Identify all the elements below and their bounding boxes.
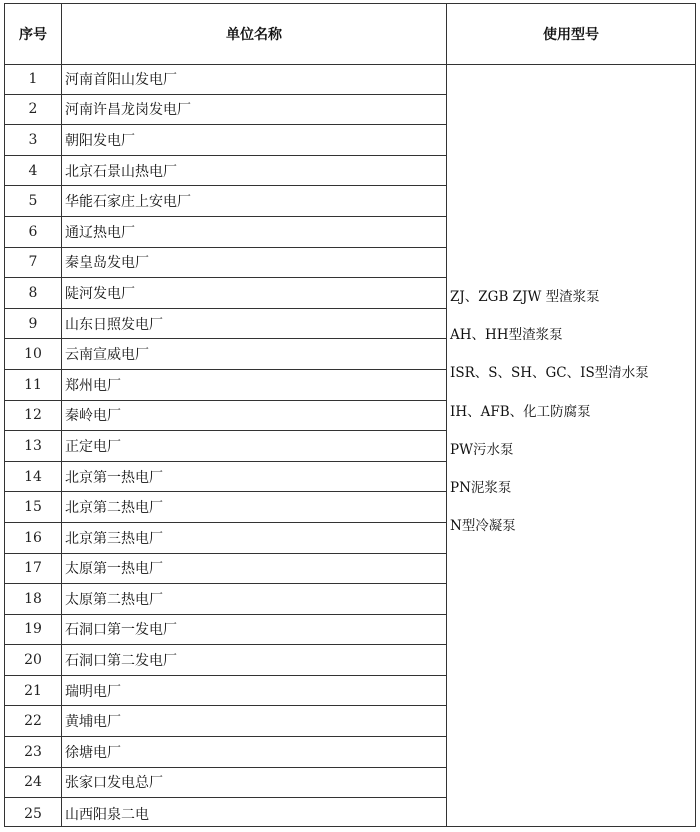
row-unit-name: 北京第三热电厂 xyxy=(65,530,163,547)
table-row xyxy=(5,125,447,156)
row-unit-name: 河南许昌龙岗发电厂 xyxy=(65,102,191,119)
row-index: 17 xyxy=(24,560,42,577)
table-row xyxy=(5,462,447,493)
model-item: PN泥浆泵 xyxy=(450,480,512,497)
table-row xyxy=(5,64,447,95)
table-row xyxy=(5,492,447,523)
row-unit-name: 瑞明电厂 xyxy=(65,683,121,700)
table-row xyxy=(5,156,447,187)
row-unit-name: 山东日照发电厂 xyxy=(65,316,163,333)
row-index: 10 xyxy=(24,346,42,363)
row-unit-name: 北京第二热电厂 xyxy=(65,500,163,517)
table-header-row xyxy=(5,4,695,65)
table-row xyxy=(5,278,447,309)
row-index: 1 xyxy=(28,70,38,87)
row-unit-name: 朝阳发电厂 xyxy=(65,132,135,149)
row-index: 4 xyxy=(28,162,38,179)
table-row xyxy=(5,186,447,217)
row-index: 19 xyxy=(24,621,42,638)
row-index: 6 xyxy=(28,223,38,240)
row-unit-name: 陡河发电厂 xyxy=(65,285,135,302)
header-unit-name: 单位名称 xyxy=(226,27,282,43)
row-index: 16 xyxy=(24,529,42,546)
row-index: 11 xyxy=(24,376,42,393)
row-unit-name: 石洞口第二发电厂 xyxy=(65,653,177,670)
table-body xyxy=(5,64,447,829)
row-unit-name: 云南宣威电厂 xyxy=(65,347,149,364)
table-row xyxy=(5,217,447,248)
row-unit-name: 张家口发电总厂 xyxy=(65,775,163,792)
table-row xyxy=(5,798,447,829)
table-row xyxy=(5,584,447,615)
row-index: 3 xyxy=(28,131,38,148)
table-row xyxy=(5,431,447,462)
row-index: 13 xyxy=(24,437,42,454)
row-unit-name: 正定电厂 xyxy=(65,438,121,455)
row-unit-name: 河南首阳山发电厂 xyxy=(65,71,177,88)
row-index: 8 xyxy=(28,284,38,301)
row-index: 24 xyxy=(24,774,42,791)
row-unit-name: 郑州电厂 xyxy=(65,377,121,394)
row-index: 15 xyxy=(24,499,42,516)
model-list-cell xyxy=(450,276,690,543)
row-index: 23 xyxy=(24,743,42,760)
row-unit-name: 太原第一热电厂 xyxy=(65,561,163,578)
row-index: 25 xyxy=(24,805,42,822)
model-item: IH、AFB、化工防腐泵 xyxy=(450,403,591,420)
table-row xyxy=(5,768,447,799)
row-unit-name: 黄埔电厂 xyxy=(65,714,121,731)
model-item: ZJ、ZGB ZJW 型渣浆泵 xyxy=(450,289,600,306)
row-unit-name: 石洞口第一发电厂 xyxy=(65,622,177,639)
header-index: 序号 xyxy=(19,27,47,43)
row-unit-name: 通辽热电厂 xyxy=(65,224,135,241)
row-index: 18 xyxy=(24,590,42,607)
row-index: 22 xyxy=(24,713,42,730)
row-unit-name: 徐塘电厂 xyxy=(65,744,121,761)
row-unit-name: 山西阳泉二电 xyxy=(65,806,149,823)
table-row xyxy=(5,554,447,585)
table-row xyxy=(5,339,447,370)
model-item: N型冷凝泵 xyxy=(450,518,516,535)
row-unit-name: 北京石景山热电厂 xyxy=(65,163,177,180)
model-item: AH、HH型渣浆泵 xyxy=(450,327,563,344)
row-index: 20 xyxy=(24,652,42,669)
row-index: 7 xyxy=(28,254,38,271)
table-row xyxy=(5,401,447,432)
row-index: 14 xyxy=(24,468,42,485)
row-unit-name: 华能石家庄上安电厂 xyxy=(65,194,191,211)
table-row xyxy=(5,737,447,768)
table-row xyxy=(5,676,447,707)
row-index: 5 xyxy=(28,193,38,210)
row-unit-name: 秦岭电厂 xyxy=(65,408,121,425)
row-index: 9 xyxy=(28,315,38,332)
table-row xyxy=(5,248,447,279)
model-item: PW污水泵 xyxy=(450,441,514,458)
table-row xyxy=(5,95,447,126)
table-row xyxy=(5,645,447,676)
row-unit-name: 太原第二热电厂 xyxy=(65,591,163,608)
row-index: 12 xyxy=(24,407,42,424)
table-row xyxy=(5,523,447,554)
table-row xyxy=(5,370,447,401)
model-item: ISR、S、SH、GC、IS型清水泵 xyxy=(450,365,649,382)
row-index: 2 xyxy=(28,101,38,118)
table-row xyxy=(5,309,447,340)
row-unit-name: 秦皇岛发电厂 xyxy=(65,255,149,272)
row-unit-name: 北京第一热电厂 xyxy=(65,469,163,486)
table-row xyxy=(5,615,447,646)
header-model: 使用型号 xyxy=(543,27,599,43)
power-plant-table xyxy=(4,3,696,827)
row-index: 21 xyxy=(24,682,42,699)
table-row xyxy=(5,706,447,737)
